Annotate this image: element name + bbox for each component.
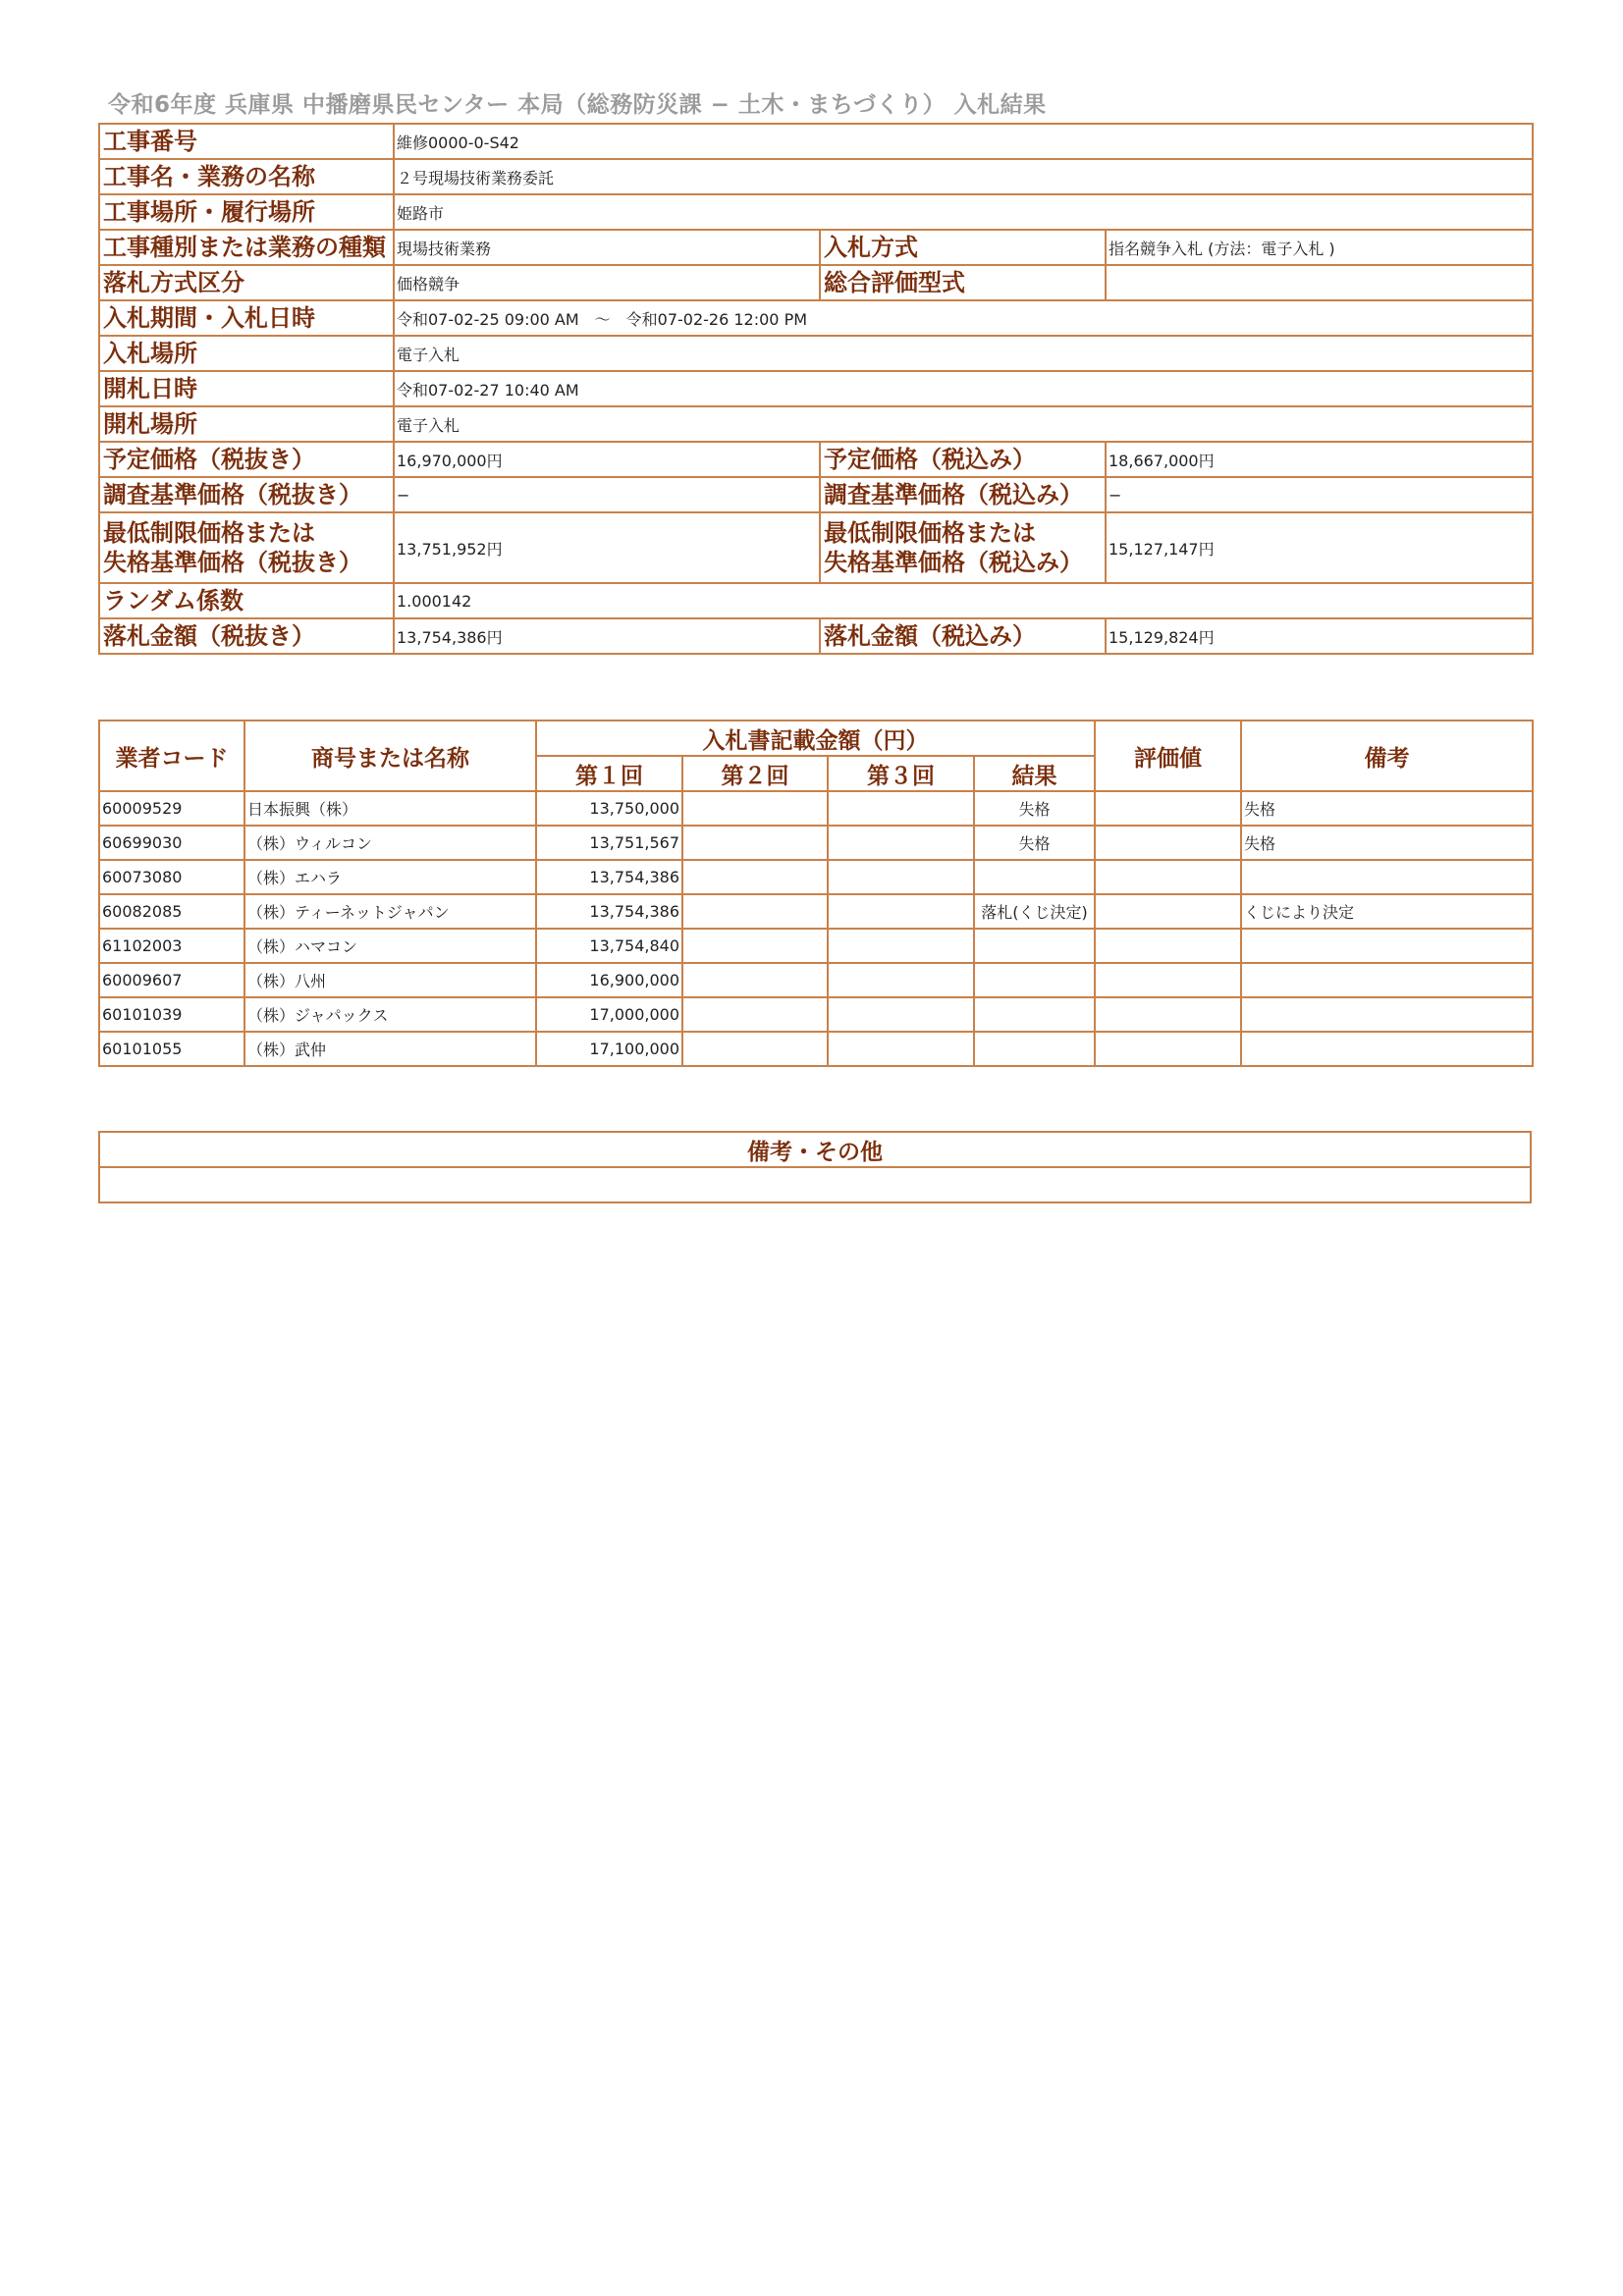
bid-round3 (828, 997, 974, 1032)
remarks-table (98, 1131, 1532, 1203)
info-row-min-price (99, 512, 1533, 583)
bid-remarks: くじにより決定 (1241, 894, 1533, 929)
min-in-value: 15,127,147円 (1106, 512, 1533, 583)
bid-round3 (828, 1032, 974, 1066)
project-name-value: ２号現場技術業務委託 (394, 159, 1533, 194)
bid-result (974, 997, 1095, 1032)
bid-round2 (682, 1032, 828, 1066)
min-ex-label (99, 512, 394, 583)
table-row (99, 997, 1533, 1032)
bid-evaluation (1095, 791, 1241, 826)
bid-round3 (828, 894, 974, 929)
info-row-open-place (99, 406, 1533, 442)
bid-remarks (1241, 963, 1533, 997)
bid-round2 (682, 791, 828, 826)
survey-in-value: − (1106, 477, 1533, 512)
min-in-label-line2: 失格基準価格（税込み） (824, 549, 1083, 576)
bidder-code: 60101055 (99, 1032, 244, 1066)
info-row-bid-period (99, 300, 1533, 336)
bid-round1: 17,100,000 (536, 1032, 682, 1066)
table-row (99, 963, 1533, 997)
bid-remarks: 失格 (1241, 826, 1533, 860)
random-coef-value: 1.000142 (394, 583, 1533, 618)
bid-round2 (682, 963, 828, 997)
bid-method-value: 指名競争入札 (方法：電子入札 ) (1106, 230, 1533, 265)
project-info-table (98, 123, 1534, 655)
bid-evaluation (1095, 860, 1241, 894)
bid-period-value: 令和07-02-25 09:00 AM ～ 令和07-02-26 12:00 PM (394, 300, 1533, 336)
survey-ex-value: − (394, 477, 820, 512)
table-row (99, 860, 1533, 894)
bidder-name: （株）武仲 (244, 1032, 536, 1066)
info-row-bid-place (99, 336, 1533, 371)
remarks-content-row (99, 1167, 1531, 1202)
bid-evaluation (1095, 929, 1241, 963)
page-title: 令和6年度 兵庫県 中播磨県民センター 本局（総務防災課 − 土木・まちづくり） 入札結果 (108, 92, 1047, 118)
bid-evaluation (1095, 963, 1241, 997)
bid-result: 失格 (974, 826, 1095, 860)
bidder-code: 60073080 (99, 860, 244, 894)
bid-round3 (828, 929, 974, 963)
bid-round1: 13,754,840 (536, 929, 682, 963)
project-name-label: 工事名・業務の名称 (99, 159, 394, 194)
bid-evaluation (1095, 997, 1241, 1032)
bid-result (974, 963, 1095, 997)
remarks-header-row (99, 1132, 1531, 1167)
bid-remarks (1241, 1032, 1533, 1066)
bid-round1: 13,750,000 (536, 791, 682, 826)
award-method-label: 落札方式区分 (99, 265, 394, 300)
min-ex-value: 13,751,952円 (394, 512, 820, 583)
bid-header-row-1 (99, 721, 1533, 756)
header-name: 商号または名称 (244, 721, 536, 791)
table-row (99, 791, 1533, 826)
open-place-value: 電子入札 (394, 406, 1533, 442)
info-row-location (99, 194, 1533, 230)
info-row-category (99, 230, 1533, 265)
header-evaluation: 評価値 (1095, 721, 1241, 791)
info-row-survey-price (99, 477, 1533, 512)
bid-period-label: 入札期間・入札日時 (99, 300, 394, 336)
bidder-code: 60009607 (99, 963, 244, 997)
category-label: 工事種別または業務の種類 (99, 230, 394, 265)
info-row-random-coef (99, 583, 1533, 618)
bidder-name: （株）ハマコン (244, 929, 536, 963)
header-code: 業者コード (99, 721, 244, 791)
bid-remarks (1241, 860, 1533, 894)
bid-result: 失格 (974, 791, 1095, 826)
open-place-label: 開札場所 (99, 406, 394, 442)
info-row-award-method (99, 265, 1533, 300)
min-ex-label-line1: 最低制限価格または (103, 519, 315, 547)
survey-in-label: 調査基準価格（税込み） (820, 477, 1106, 512)
bid-round2 (682, 894, 828, 929)
award-ex-label: 落札金額（税抜き） (99, 618, 394, 654)
bid-round1: 17,000,000 (536, 997, 682, 1032)
min-ex-label-line2: 失格基準価格（税抜き） (103, 549, 362, 576)
table-row (99, 894, 1533, 929)
bid-remarks (1241, 929, 1533, 963)
bidder-code: 60101039 (99, 997, 244, 1032)
min-in-label-line1: 最低制限価格または (824, 519, 1036, 547)
award-method-value: 価格競争 (394, 265, 820, 300)
info-row-project-name (99, 159, 1533, 194)
award-ex-value: 13,754,386円 (394, 618, 820, 654)
bid-round1: 13,754,386 (536, 860, 682, 894)
header-round2: 第２回 (682, 756, 828, 791)
eval-type-label: 総合評価型式 (820, 265, 1106, 300)
award-in-label: 落札金額（税込み） (820, 618, 1106, 654)
bid-round3 (828, 791, 974, 826)
open-datetime-value: 令和07-02-27 10:40 AM (394, 371, 1533, 406)
bidder-code: 60082085 (99, 894, 244, 929)
bid-round3 (828, 826, 974, 860)
bidder-code: 60009529 (99, 791, 244, 826)
bid-round2 (682, 929, 828, 963)
est-price-ex-label: 予定価格（税抜き） (99, 442, 394, 477)
est-price-ex-value: 16,970,000円 (394, 442, 820, 477)
location-label: 工事場所・履行場所 (99, 194, 394, 230)
remarks-content (99, 1167, 1531, 1202)
table-row (99, 1032, 1533, 1066)
est-price-in-label: 予定価格（税込み） (820, 442, 1106, 477)
est-price-in-value: 18,667,000円 (1106, 442, 1533, 477)
bid-round3 (828, 860, 974, 894)
header-round3: 第３回 (828, 756, 974, 791)
bid-results-table (98, 720, 1534, 1067)
bidder-name: （株）ティーネットジャパン (244, 894, 536, 929)
award-in-value: 15,129,824円 (1106, 618, 1533, 654)
bid-evaluation (1095, 894, 1241, 929)
info-row-award-amount (99, 618, 1533, 654)
bid-evaluation (1095, 1032, 1241, 1066)
bid-result (974, 1032, 1095, 1066)
bid-round2 (682, 860, 828, 894)
survey-ex-label: 調査基準価格（税抜き） (99, 477, 394, 512)
bidder-name: （株）八州 (244, 963, 536, 997)
bidder-code: 61102003 (99, 929, 244, 963)
eval-type-value (1106, 265, 1533, 300)
info-row-open-datetime (99, 371, 1533, 406)
category-value: 現場技術業務 (394, 230, 820, 265)
table-row (99, 826, 1533, 860)
open-datetime-label: 開札日時 (99, 371, 394, 406)
location-value: 姫路市 (394, 194, 1533, 230)
min-in-label (820, 512, 1106, 583)
bidder-name: （株）ジャパックス (244, 997, 536, 1032)
bid-result: 落札(くじ決定) (974, 894, 1095, 929)
info-row-project-no (99, 124, 1533, 159)
bid-place-label: 入札場所 (99, 336, 394, 371)
header-round1: 第１回 (536, 756, 682, 791)
bid-result (974, 860, 1095, 894)
bidder-name: 日本振興（株） (244, 791, 536, 826)
bid-round1: 13,751,567 (536, 826, 682, 860)
bid-evaluation (1095, 826, 1241, 860)
bid-remarks (1241, 997, 1533, 1032)
bid-method-label: 入札方式 (820, 230, 1106, 265)
bid-remarks: 失格 (1241, 791, 1533, 826)
bid-result (974, 929, 1095, 963)
bid-round1: 13,754,386 (536, 894, 682, 929)
bid-round2 (682, 826, 828, 860)
bid-round2 (682, 997, 828, 1032)
header-amount: 入札書記載金額（円） (536, 721, 1095, 756)
bid-round1: 16,900,000 (536, 963, 682, 997)
remarks-title: 備考・その他 (99, 1132, 1531, 1167)
project-no-label: 工事番号 (99, 124, 394, 159)
bidder-code: 60699030 (99, 826, 244, 860)
random-coef-label: ランダム係数 (99, 583, 394, 618)
bidder-name: （株）エハラ (244, 860, 536, 894)
table-row (99, 929, 1533, 963)
bid-round3 (828, 963, 974, 997)
bid-place-value: 電子入札 (394, 336, 1533, 371)
project-no-value: 維修0000-0-S42 (394, 124, 1533, 159)
info-row-est-price (99, 442, 1533, 477)
header-result: 結果 (974, 756, 1095, 791)
bidder-name: （株）ウィルコン (244, 826, 536, 860)
header-remarks: 備考 (1241, 721, 1533, 791)
